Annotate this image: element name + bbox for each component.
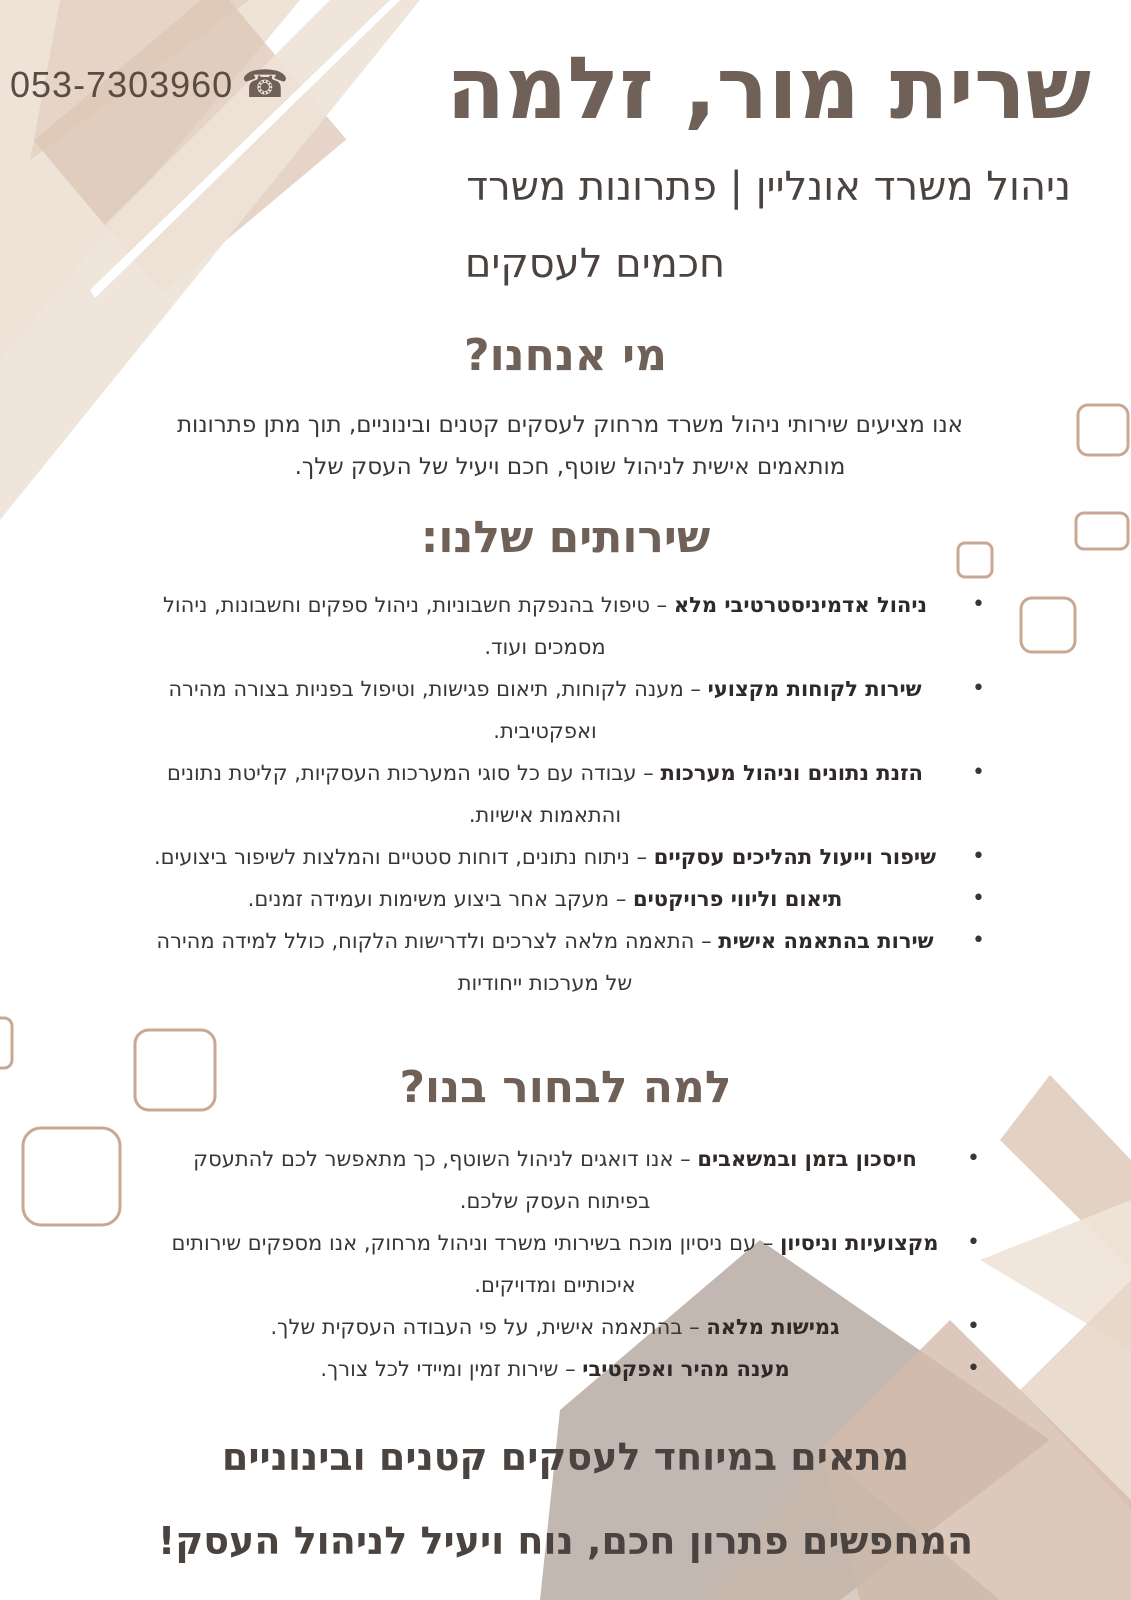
page-title: שרית מור, זלמה xyxy=(446,39,1091,139)
why-list xyxy=(160,1138,980,1390)
bullet-icon: • xyxy=(972,760,985,785)
phone-number[interactable] xyxy=(10,62,290,107)
list-item: • שיפור וייעול תהליכים עסקיים – ניתוח נתונים, דוחות סטטיים והמלצות לשיפור ביצועים. xyxy=(135,836,985,878)
phone-icon: ☎ xyxy=(241,64,290,106)
services-heading: שירותים שלנו: xyxy=(420,512,711,563)
bullet-icon: • xyxy=(967,1356,980,1381)
list-item: • תיאום וליווי פרויקטים – מעקב אחר ביצוע משימות ועמידה זמנים. xyxy=(135,878,985,920)
list-item: • הזנת נתונים וניהול מערכות – עבודה עם כל סוגי המערכות העסקיות, קליטת נתונים והתאמות אישיות. xyxy=(135,752,985,836)
list-item: • גמישות מלאה – בהתאמה אישית, על פי העבודה העסקית שלך. xyxy=(160,1306,980,1348)
closing-line-1: מתאים במיוחד לעסקים קטנים ובינוניים xyxy=(221,1435,910,1479)
closing-statement xyxy=(60,1415,1071,1583)
subtitle: ניהול משרד אונליין | פתרונות משרד xyxy=(466,164,1071,210)
about-text: אנו מציעים שירותי ניהול משרד מרחוק לעסקים קטנים ובינוניים, תוך מתן פתרונות מותאמים אישית לניהול שוטף, חכם ויעיל של העסק שלך. xyxy=(176,412,964,480)
about-heading: מי אנחנו? xyxy=(464,330,667,381)
phone-number-text: 053-7303960 xyxy=(10,63,234,105)
subtitle-line-2: חכמים לעסקים xyxy=(464,241,726,287)
bullet-icon: • xyxy=(967,1146,980,1171)
bullet-icon: • xyxy=(967,1230,980,1255)
list-item: • שירות לקוחות מקצועי – מענה לקוחות, תיאום פגישות, וטיפול בפניות בצורה מהירה ואפקטיבית. xyxy=(135,668,985,752)
services-list xyxy=(135,584,985,1004)
list-item: • מענה מהיר ואפקטיבי – שירות זמין ומיידי לכל צורך. xyxy=(160,1348,980,1390)
bullet-icon: • xyxy=(972,592,985,617)
why-heading: למה לבחור בנו? xyxy=(399,1062,732,1113)
bullet-icon: • xyxy=(972,928,985,953)
bullet-icon: • xyxy=(972,886,985,911)
bullet-icon: • xyxy=(972,844,985,869)
list-item: • מקצועיות וניסיון – עם ניסיון מוכח בשירותי משרד וניהול מרחוק, אנו מספקים שירותים איכותיים ומדויקים. xyxy=(160,1222,980,1306)
list-item: • ניהול אדמיניסטרטיבי מלא – טיפול בהנפקת חשבוניות, ניהול ספקים וחשבונות, ניהול מסמכים ועוד. xyxy=(135,584,985,668)
closing-line-2: המחפשים פתרון חכם, נוח ויעיל לניהול העסק! xyxy=(157,1519,974,1563)
bullet-icon: • xyxy=(972,676,985,701)
bullet-icon: • xyxy=(967,1314,980,1339)
list-item: • חיסכון בזמן ובמשאבים – אנו דואגים לניהול השוטף, כך מתאפשר לכם להתעסק בפיתוח העסק שלכם. xyxy=(160,1138,980,1222)
list-item: • שירות בהתאמה אישית – התאמה מלאה לצרכים ולדרישות הלקוח, כולל למידה מהירה של מערכות ייחודיות xyxy=(135,920,985,1004)
